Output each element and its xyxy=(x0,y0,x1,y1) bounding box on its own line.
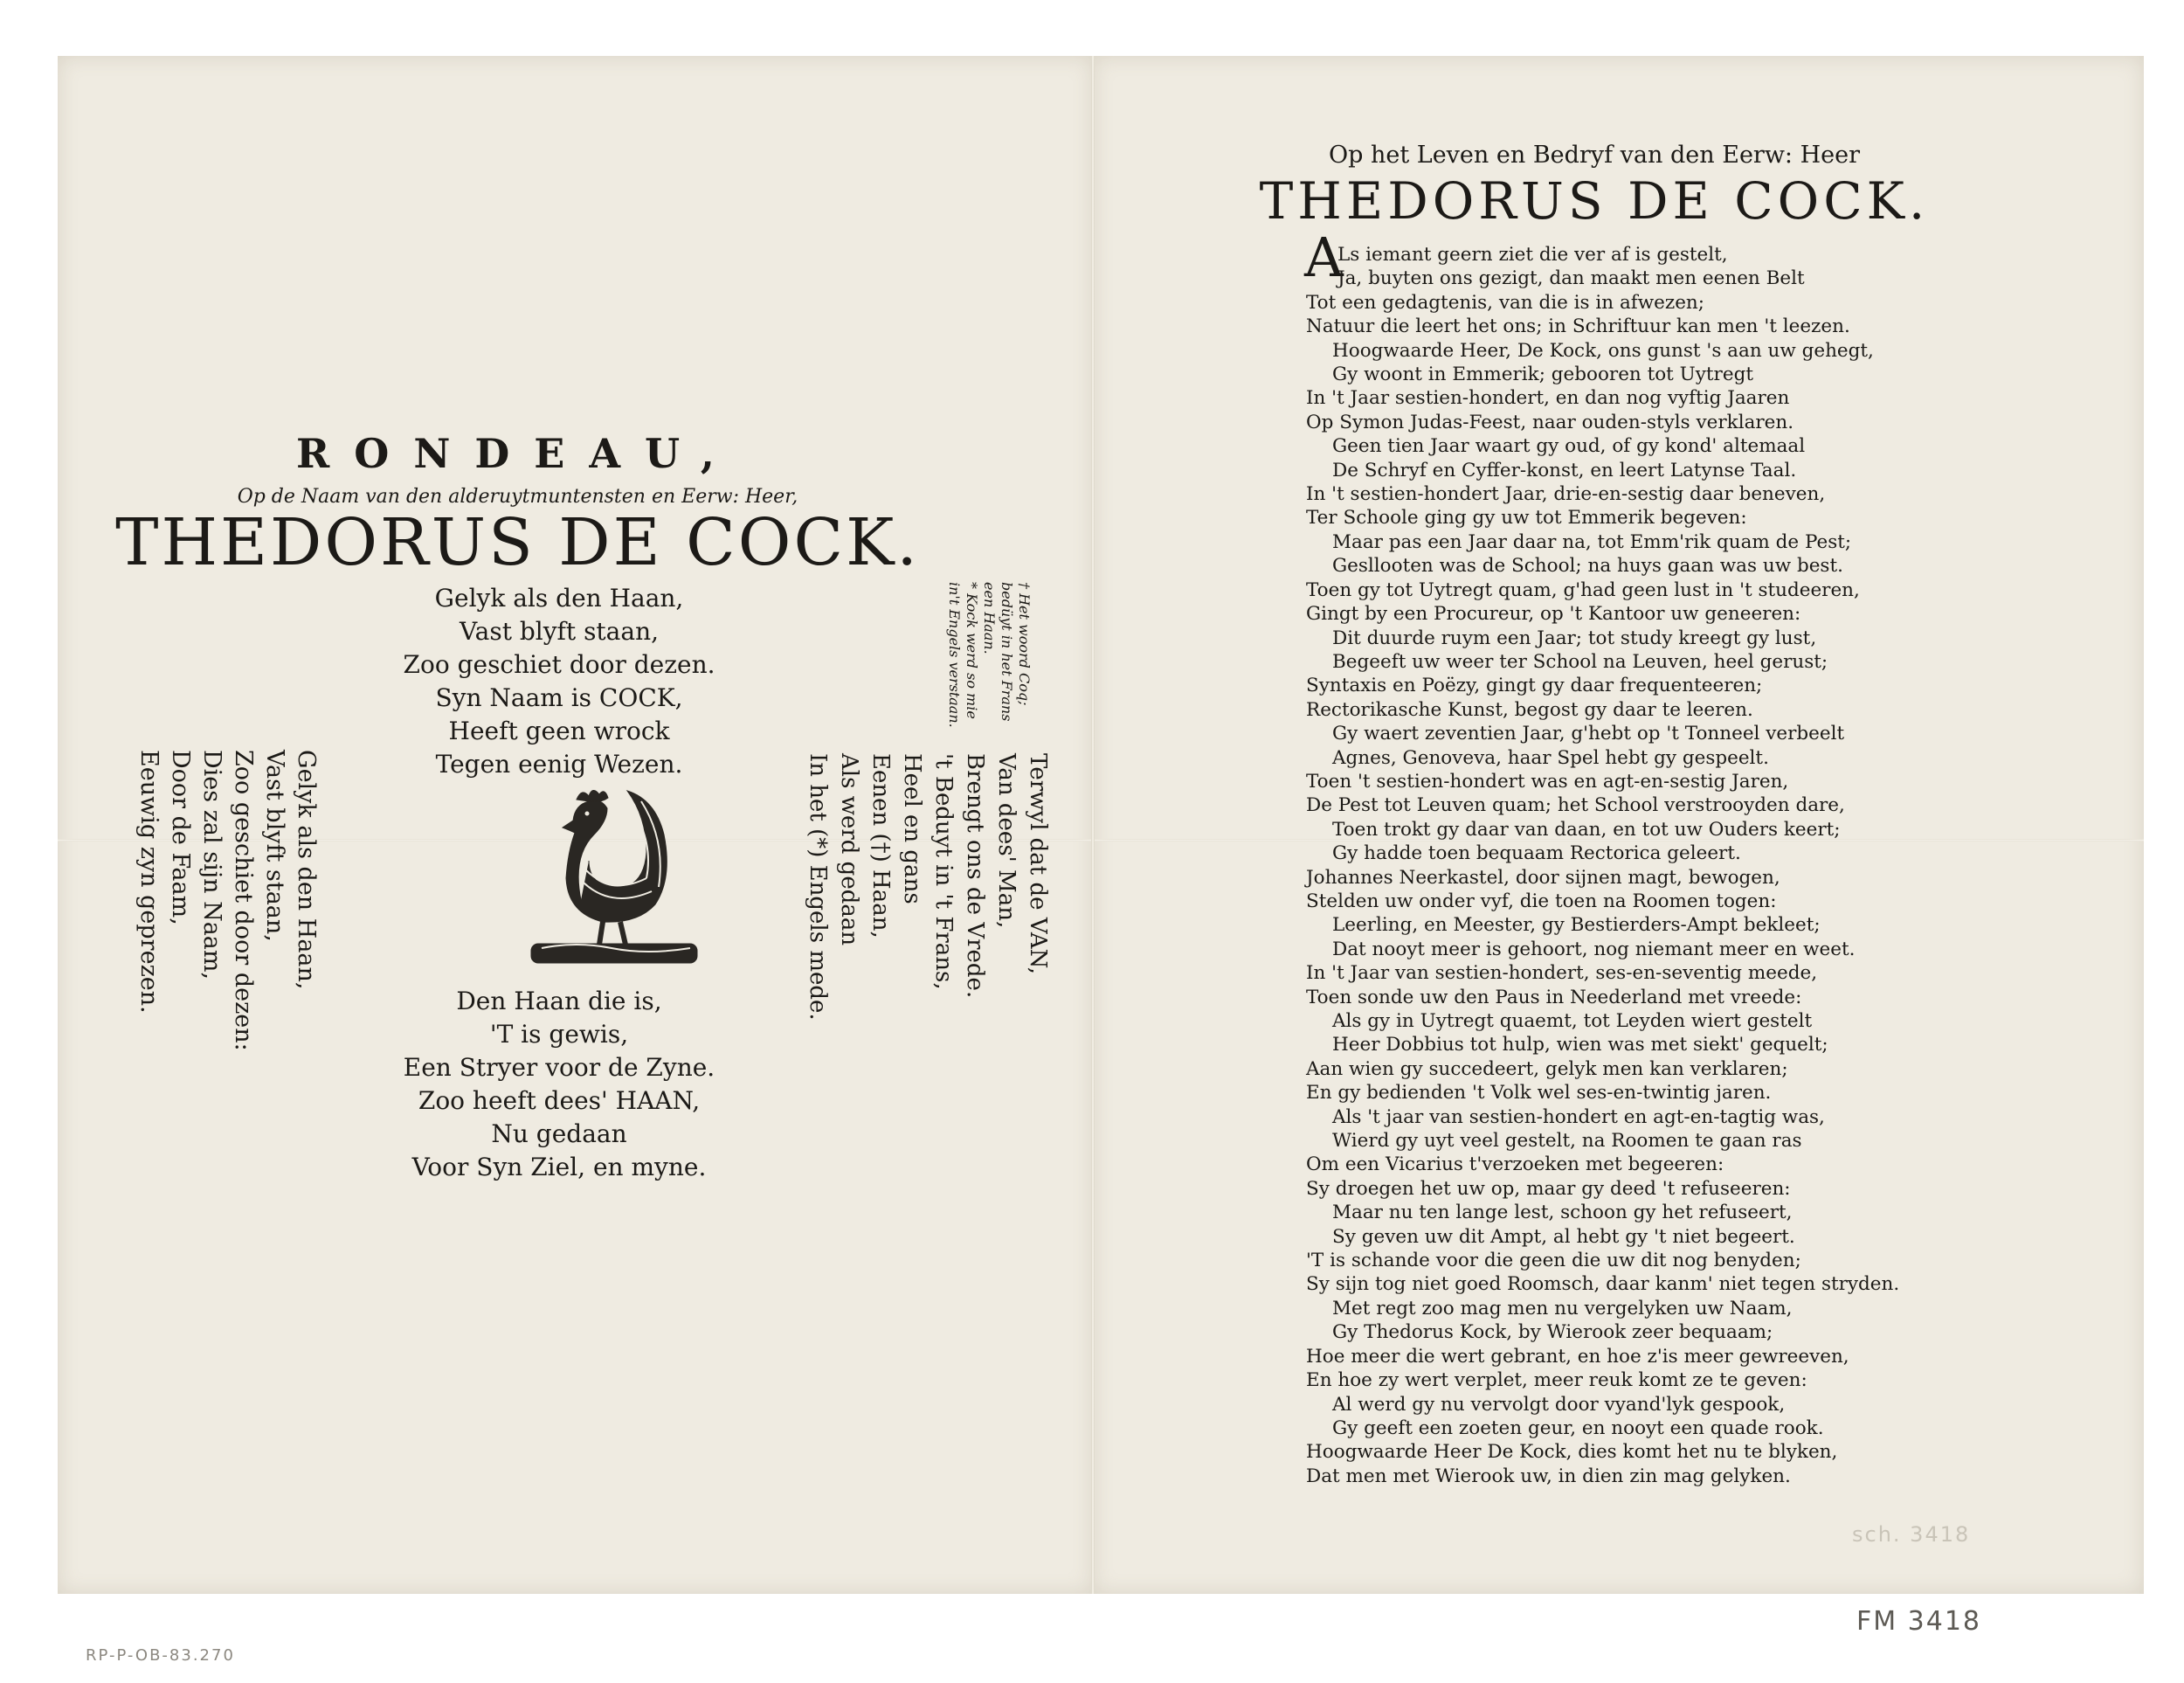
footnote-line: † Het woord Coq; xyxy=(1016,582,1033,706)
poem-line: Begeeft uw weer ter School na Leuven, heel gerust; xyxy=(1332,650,1828,673)
poem-line: De Pest tot Leuven quam; het School verstrooyden dare, xyxy=(1306,794,1845,817)
poem-line: Aan wien gy succedeert, gelyk men kan verklaren; xyxy=(1306,1057,1788,1080)
footnote-line: * Kock werd so mie xyxy=(964,582,980,719)
drop-cap: A xyxy=(1304,225,1344,289)
verse-line: In het (*) Engels mede. xyxy=(805,753,831,1021)
poem-line: Gy woont in Emmerik; gebooren tot Uytregt xyxy=(1332,364,1753,386)
verse-line: Terwyl dat de VAN, xyxy=(1025,753,1051,974)
stanza-top xyxy=(341,582,778,781)
verse-line: 'T is gewis, xyxy=(489,1020,629,1049)
poem-line: Heer Dobbius tot hulp, wien was met siekt' gequelt; xyxy=(1332,1034,1828,1056)
verse-line: Heel en gans xyxy=(899,753,925,904)
verse-line: Vast blyft staan, xyxy=(261,750,288,942)
poem-line: Sy sijn tog niet goed Roomsch, daar kanm' niet tegen stryden. xyxy=(1306,1273,1900,1296)
poem-line: Gingt by een Procureur, op 't Kantoor uw geneeren: xyxy=(1306,603,1801,626)
poem-line: Ja, buyten ons gezigt, dan maakt men eenen Belt xyxy=(1337,267,1805,290)
vertical-fold xyxy=(1091,56,1095,1594)
rondeau-title: RONDEAU, xyxy=(296,430,739,477)
poem-line: De Schryf en Cyffer-konst, en leert Latynse Taal. xyxy=(1332,459,1797,481)
poem-line: En hoe zy wert verplet, meer reuk komt ze te geven: xyxy=(1306,1369,1807,1392)
verse-line: Eeuwig zyn geprezen. xyxy=(135,750,162,1014)
poem-line: Als gy in Uytregt quaemt, tot Leyden wiert gestelt xyxy=(1332,1010,1813,1032)
poem-line: Toen 't sestien-hondert was en agt-en-sestig Jaren, xyxy=(1306,770,1789,793)
verse-line: Als werd gedaan xyxy=(836,753,862,946)
poem-line: Agnes, Genoveva, haar Spel hebt gy gespeelt. xyxy=(1332,746,1769,769)
poem-line: Gy waert zeventien Jaar, g'hebt op 't Tonneel verbeelt xyxy=(1332,723,1845,745)
poem-line: Hoogwaarde Heer De Kock, dies komt het nu te blyken, xyxy=(1306,1441,1838,1464)
poem-line: Als 't jaar van sestien-hondert en agt-en-tagtig was, xyxy=(1332,1105,1825,1128)
poem-line: Tot een gedagtenis, van die is in afwezen; xyxy=(1306,291,1705,314)
verse-line: 't Beduyt in 't Frans, xyxy=(930,753,957,990)
poem-line: Gy Thedorus Kock, by Wierook zeer bequaam; xyxy=(1332,1321,1773,1344)
poem-line: In 't Jaar van sestien-hondert, ses-en-seventig meede, xyxy=(1306,962,1818,985)
stanza-bottom xyxy=(341,985,778,1184)
verse-line: Gelyk als den Haan, xyxy=(293,750,320,990)
verse-line: Den Haan die is, xyxy=(456,987,662,1015)
woodcut-comb xyxy=(577,790,608,801)
poem-line: In 't sestien-hondert Jaar, drie-en-sestig daar beneven, xyxy=(1306,483,1826,506)
verse-line: Zoo geschiet door dezen. xyxy=(403,650,715,679)
poem-line: Om een Vicarius t'verzoeken met begeeren: xyxy=(1306,1153,1724,1176)
rondeau-subtitle: Op de Naam van den alderuytmuntensten en Eerw: Heer, xyxy=(237,486,798,508)
footnote-line: in't Engels verstaan. xyxy=(946,582,963,728)
rooster-woodcut xyxy=(524,782,708,974)
poem-line: Al werd gy nu vervolgt door vyand'lyk gespook, xyxy=(1332,1393,1786,1416)
poem-line: Toen trokt gy daar van daan, en tot uw Ouders keert; xyxy=(1332,818,1841,841)
verse-line: Zoo heeft dees' HAAN, xyxy=(418,1086,701,1115)
poem-line: En gy bedienden 't Volk wel ses-en-twintig jaren. xyxy=(1306,1082,1772,1105)
poem-line: Ls iemant geern ziet die ver af is gestelt, xyxy=(1337,244,1728,266)
poem-line: Stelden uw onder vyf, die toen na Roomen togen: xyxy=(1306,890,1777,912)
poem-line: Sy geven uw dit Ampt, al hebt gy 't niet begeert. xyxy=(1332,1225,1795,1248)
verse-line: Door de Faam, xyxy=(167,750,194,925)
poem-line: 'T is schande voor die geen die uw dit nog benyden; xyxy=(1306,1250,1801,1272)
verse-line: Zoo geschiet door dezen: xyxy=(230,750,257,1051)
poem-line: Sy droegen het uw op, maar gy deed 't refuseeren: xyxy=(1306,1177,1791,1200)
verse-line: Van dees' Man, xyxy=(993,753,1019,929)
accession-number: RP-P-OB-83.270 xyxy=(86,1646,235,1665)
poem-line: Dat men met Wierook uw, in dien zin mag gelyken. xyxy=(1306,1465,1791,1487)
rondeau-name-heading: THEDORUS DE COCK. xyxy=(115,505,920,580)
verse-line: Voor Syn Ziel, en myne. xyxy=(411,1153,707,1181)
footnote-line: bedüyt in het Frans xyxy=(999,582,1015,722)
poem-line: Hoe meer die wert gebrant, en hoe z'is meer gewreeven, xyxy=(1306,1345,1849,1368)
verse-line: Tegen eenig Wezen. xyxy=(435,750,683,779)
poem-line: Leerling, en Meester, gy Bestierders-Ampt bekleet; xyxy=(1332,914,1821,937)
poem-line: Gy hadde toen bequaam Rectorica geleert. xyxy=(1332,842,1741,865)
poem-line: Toen sonde uw den Paus in Neederland met vreede: xyxy=(1306,986,1802,1008)
footnote-line: een Haan. xyxy=(981,582,998,654)
poem-line: Maar pas een Jaar daar na, tot Emm'rik quam de Pest; xyxy=(1332,530,1852,553)
verse-line: Gelyk als den Haan, xyxy=(434,584,684,613)
poem-line: Gesllooten was de School; na huys gaan was uw best. xyxy=(1332,555,1843,578)
footnotes-rotated xyxy=(945,582,1033,728)
poem-line: Gy geeft een zoeten geur, en nooyt een quade rook. xyxy=(1332,1416,1824,1439)
poem-body xyxy=(1306,243,1899,1488)
verse-line: Eenen (†) Haan, xyxy=(867,753,894,938)
poem-line: Dat nooyt meer is gehoort, nog niemant meer en weet. xyxy=(1332,938,1856,960)
poem-subtitle: Op het Leven en Bedryf van den Eerw: Heer xyxy=(1328,142,1861,169)
verse-line: Vast blyft staan, xyxy=(459,617,660,646)
poem-line: Wierd gy uyt veel gestelt, na Roomen te gaan ras xyxy=(1332,1130,1802,1153)
poem-line: Toen gy tot Uytregt quam, g'had geen lust in 't studeeren, xyxy=(1306,578,1860,601)
poem-line: Rectorikasche Kunst, begost gy daar te leeren. xyxy=(1306,698,1753,721)
poem-line: Met regt zoo mag men nu vergelyken uw Naam, xyxy=(1332,1297,1793,1319)
stanza-left-rotated xyxy=(133,750,321,1051)
poem-line: Johannes Neerkastel, door sijnen magt, bewogen, xyxy=(1306,866,1780,889)
verse-line: Heeft geen wrock xyxy=(448,717,670,745)
poem-line: Hoogwaarde Heer, De Kock, ons gunst 's aan uw gehegt, xyxy=(1332,339,1874,362)
inventory-number: FM 3418 xyxy=(1856,1606,1982,1637)
poem-line: Geen tien Jaar waart gy oud, of gy kond' altemaal xyxy=(1332,435,1806,458)
verse-line: Een Stryer voor de Zyne. xyxy=(403,1053,715,1082)
verse-line: Syn Naam is COCK, xyxy=(435,683,683,712)
poem-line: Syntaxis en Poëzy, gingt gy daar frequenteeren; xyxy=(1306,675,1763,697)
poem-name-heading: THEDORUS DE COCK. xyxy=(1259,171,1930,231)
poem-line: In 't Jaar sestien-hondert, en dan nog vyftig Jaaren xyxy=(1306,387,1790,410)
woodcut-body xyxy=(563,791,667,922)
poem-line: Maar nu ten lange lest, schoon gy het refuseert, xyxy=(1332,1202,1793,1224)
poem-line: Dit duurde ruym een Jaar; tot study kreegt gy lust, xyxy=(1332,627,1817,649)
verse-line: Brengt ons de Vrede. xyxy=(962,753,988,999)
faint-pencil-note: sch. 3418 xyxy=(1852,1522,1971,1547)
verse-line: Nu gedaan xyxy=(491,1119,627,1148)
verse-line: Dies zal sijn Naam, xyxy=(198,750,225,980)
poem-line: Ter Schoole ging gy uw tot Emmerik begeven: xyxy=(1306,507,1747,530)
poem-line: Natuur die leert het ons; in Schriftuur kan men 't leezen. xyxy=(1306,315,1850,338)
poem-line: Op Symon Judas-Feest, naar ouden-styls verklaren. xyxy=(1306,411,1794,433)
stanza-right-rotated xyxy=(802,753,1054,1021)
